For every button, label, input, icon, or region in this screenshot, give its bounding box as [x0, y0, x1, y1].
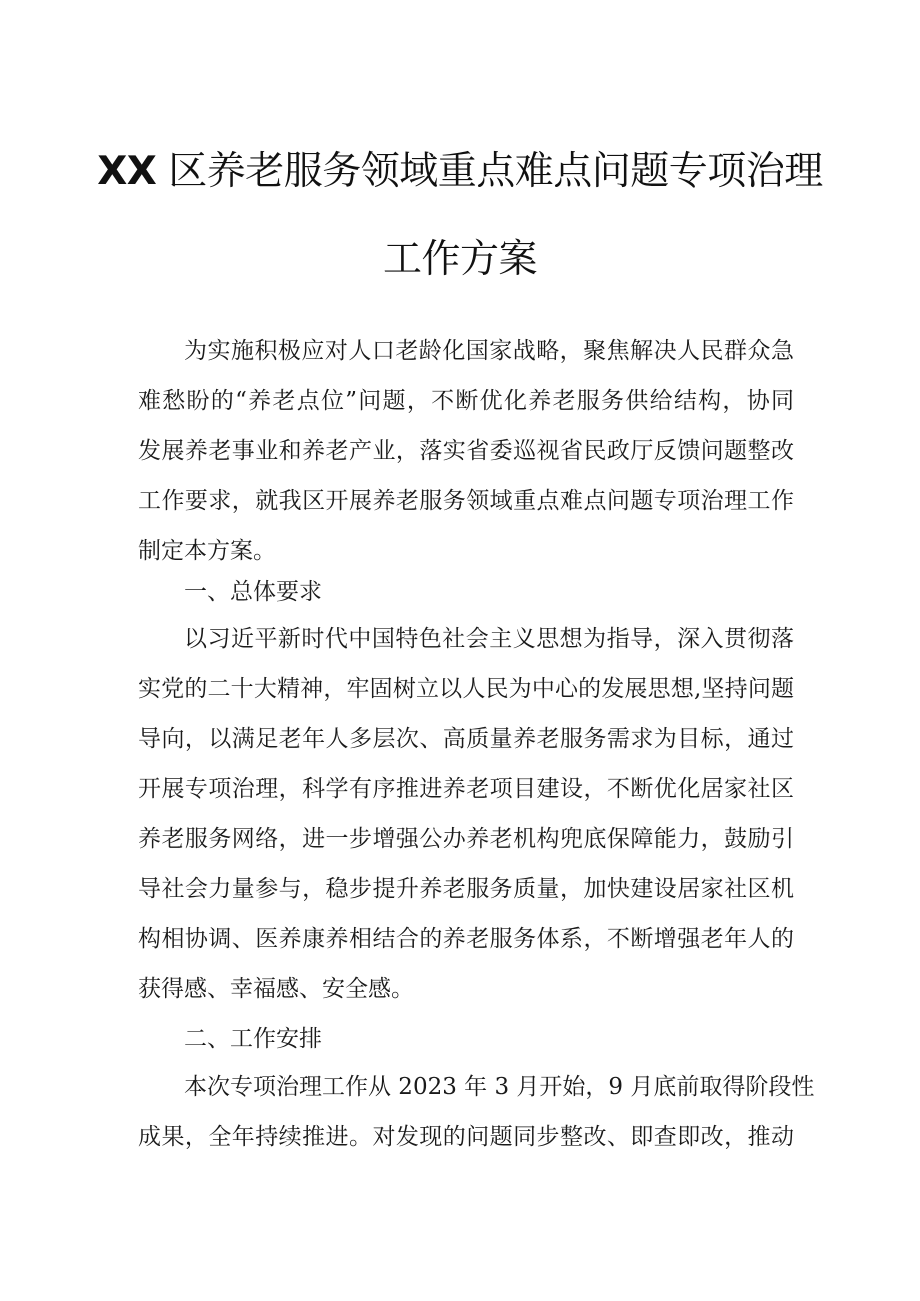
section-1-line: 实党的二十大精神，牢固树立以人民为中心的发展思想,坚持问题 [138, 676, 794, 702]
intro-line: 制定本方案。 [138, 538, 276, 564]
document-title-line-1 [0, 140, 920, 196]
title-placeholder-prefix: XX [97, 149, 157, 194]
section-1-line: 构相协调、医养康养相结合的养老服务体系，不断增强老年人的 [138, 926, 794, 952]
section-1-line: 导社会力量参与，稳步提升养老服务质量，加快建设居家社区机 [138, 876, 794, 902]
section-1-line: 以习近平新时代中国特色社会主义思想为指导，深入贯彻落 [184, 626, 794, 652]
section-1-line: 养老服务网络，进一步增强公办养老机构兜底保障能力，鼓励引 [138, 826, 794, 852]
section-1-line: 导向，以满足老年人多层次、高质量养老服务需求为目标，通过 [138, 726, 794, 752]
section-1-heading: 一、总体要求 [184, 579, 322, 605]
section-1-line: 开展专项治理，科学有序推进养老项目建设，不断优化居家社区 [138, 776, 794, 802]
section-2-line: 本次专项治理工作从 2023 年 3 月开始，9 月底前取得阶段性 [184, 1074, 815, 1100]
intro-line: 难愁盼的“养老点位”问题，不断优化养老服务供给结构，协同 [138, 388, 794, 414]
section-1-line: 获得感、幸福感、安全感。 [138, 976, 414, 1002]
section-2-line: 成果，全年持续推进。对发现的问题同步整改、即查即改，推动 [138, 1124, 794, 1150]
intro-line: 为实施积极应对人口老龄化国家战略，聚焦解决人民群众急 [184, 338, 794, 364]
section-2-heading: 二、工作安排 [184, 1026, 322, 1052]
intro-line: 发展养老事业和养老产业，落实省委巡视省民政厅反馈问题整改 [138, 438, 794, 464]
title-line-1-text: 区养老服务领域重点难点问题专项治理 [156, 149, 823, 194]
document-title-line-2: 工作方案 [382, 237, 537, 282]
intro-line: 工作要求，就我区开展养老服务领域重点难点问题专项治理工作 [138, 488, 794, 514]
